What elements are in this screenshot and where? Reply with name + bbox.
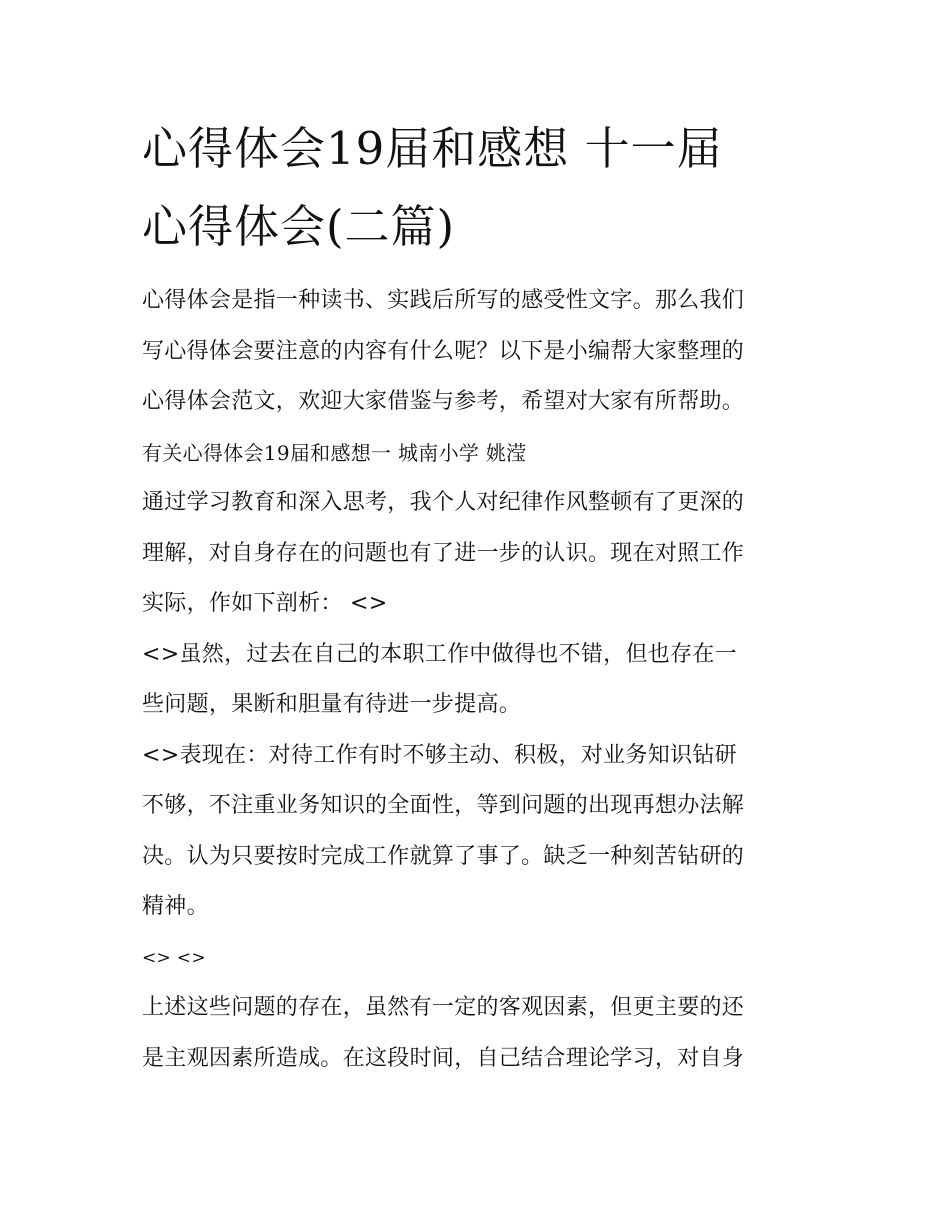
body-paragraph bbox=[142, 731, 822, 933]
title-line-1: 心得体会19届和感想 十一届 bbox=[142, 122, 723, 175]
text-line: 是主观因素所造成。在这段时间，自己结合理论学习，对自身 bbox=[142, 1045, 745, 1071]
text-line: 理解，对自身存在的问题也有了进一步的认识。现在对照工作 bbox=[142, 540, 745, 566]
text-line: <>虽然，过去在自己的本职工作中做得也不错，但也存在一 bbox=[142, 641, 737, 667]
text-line: 实际，作如下剖析： <> bbox=[142, 591, 388, 616]
document-title bbox=[142, 110, 822, 266]
text-line: 有关心得体会19届和感想一 城南小学 姚滢 bbox=[142, 440, 527, 465]
text-line: <> <> bbox=[142, 947, 206, 968]
text-line: 些问题，果断和胆量有待进一步提高。 bbox=[142, 692, 522, 717]
text-line: 决。认为只要按时完成工作就算了事了。缺乏一种刻苦钻研的 bbox=[142, 843, 745, 869]
body-paragraph bbox=[142, 630, 822, 731]
section-heading bbox=[142, 428, 822, 479]
text-line: 心得体会是指一种读书、实践后所写的感受性文字。那么我们 bbox=[142, 288, 745, 313]
text-line: 通过学习教育和深入思考，我个人对纪律作风整顿有了更深的 bbox=[142, 490, 745, 515]
text-line: 上述这些问题的存在，虽然有一定的客观因素，但更主要的还 bbox=[142, 995, 745, 1020]
document-page bbox=[142, 110, 822, 1084]
text-line: 精神。 bbox=[142, 894, 209, 919]
body-paragraph bbox=[142, 478, 822, 630]
body-paragraph bbox=[142, 933, 822, 984]
text-line: 不够，不注重业务知识的全面性，等到问题的出现再想办法解 bbox=[142, 793, 745, 818]
title-line-2: 心得体会(二篇) bbox=[142, 200, 456, 253]
document-body bbox=[142, 276, 822, 1084]
text-line: 写心得体会要注意的内容有什么呢？以下是小编帮大家整理的 bbox=[142, 338, 745, 364]
intro-paragraph bbox=[142, 276, 822, 428]
text-line: 心得体会范文，欢迎大家借鉴与参考，希望对大家有所帮助。 bbox=[142, 389, 745, 414]
text-line: <>表现在：对待工作有时不够主动、积极，对业务知识钻研 bbox=[142, 742, 737, 768]
body-paragraph bbox=[142, 983, 822, 1084]
